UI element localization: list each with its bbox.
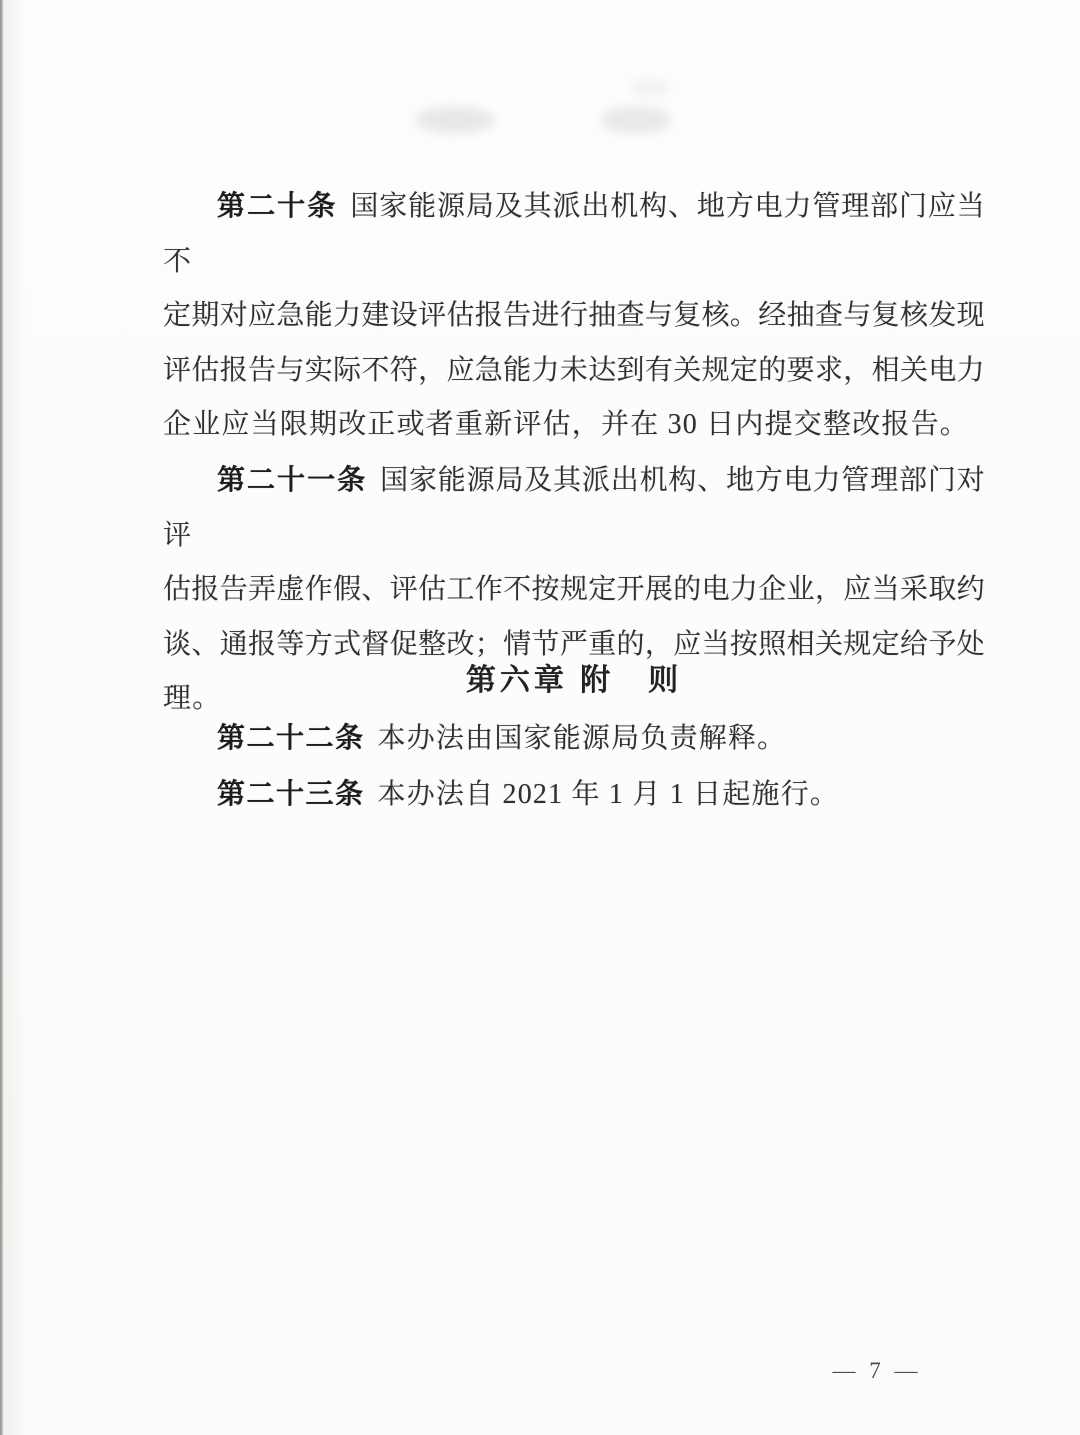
article-20-number: 第二十条 xyxy=(217,190,338,221)
article-21-number: 第二十一条 xyxy=(217,463,368,495)
article-23-number: 第二十三条 xyxy=(217,778,365,809)
articles-22-23 xyxy=(163,710,985,822)
text-run: 本办法自 2021 年 1 月 1 日起施行。 xyxy=(377,779,840,810)
page-number: — 7 — xyxy=(832,1358,922,1383)
text-run: 谈、通报等方式督促整改；情节严重的，应当按照相关规定给予处 xyxy=(163,628,985,660)
text-run: 估报告弄虚作假、评估工作不按规定开展的电力企业，应当采取约 xyxy=(163,574,985,606)
text-run: 国家能源局及其派出机构、地方电力管理部门应当不 xyxy=(163,191,985,277)
articles-20-21 xyxy=(163,179,985,727)
text-run: 定期对应急能力建设评估报告进行抽查与复核。经抽查与复核发现 xyxy=(163,300,985,332)
chapter-6-heading: 第六章 附 则 xyxy=(465,664,683,697)
scan-edge-shadow xyxy=(3,0,27,1435)
text-line xyxy=(163,453,985,563)
text-line xyxy=(163,344,985,399)
article-22-paragraph xyxy=(163,710,985,766)
text-line xyxy=(163,179,985,289)
article-23-paragraph xyxy=(163,766,985,822)
text-run: 本办法由国家能源局负责解释。 xyxy=(377,723,787,754)
text-run: 国家能源局及其派出机构、地方电力管理部门对评 xyxy=(163,464,985,551)
text-run: 理。 xyxy=(163,683,222,715)
text-line xyxy=(163,563,985,618)
article-20-paragraph xyxy=(163,179,985,453)
scan-smudge xyxy=(600,106,672,134)
scan-smudge xyxy=(415,106,495,134)
text-line xyxy=(163,289,985,344)
text-line xyxy=(163,398,985,453)
scan-smudge xyxy=(628,78,670,98)
text-run: 评估报告与实际不符，应急能力未达到有关规定的要求，相关电力 xyxy=(163,354,985,386)
article-22-number: 第二十二条 xyxy=(217,722,365,753)
text-run: 企业应当限期改正或者重新评估，并在 30 日内提交整改报告。 xyxy=(163,409,970,441)
